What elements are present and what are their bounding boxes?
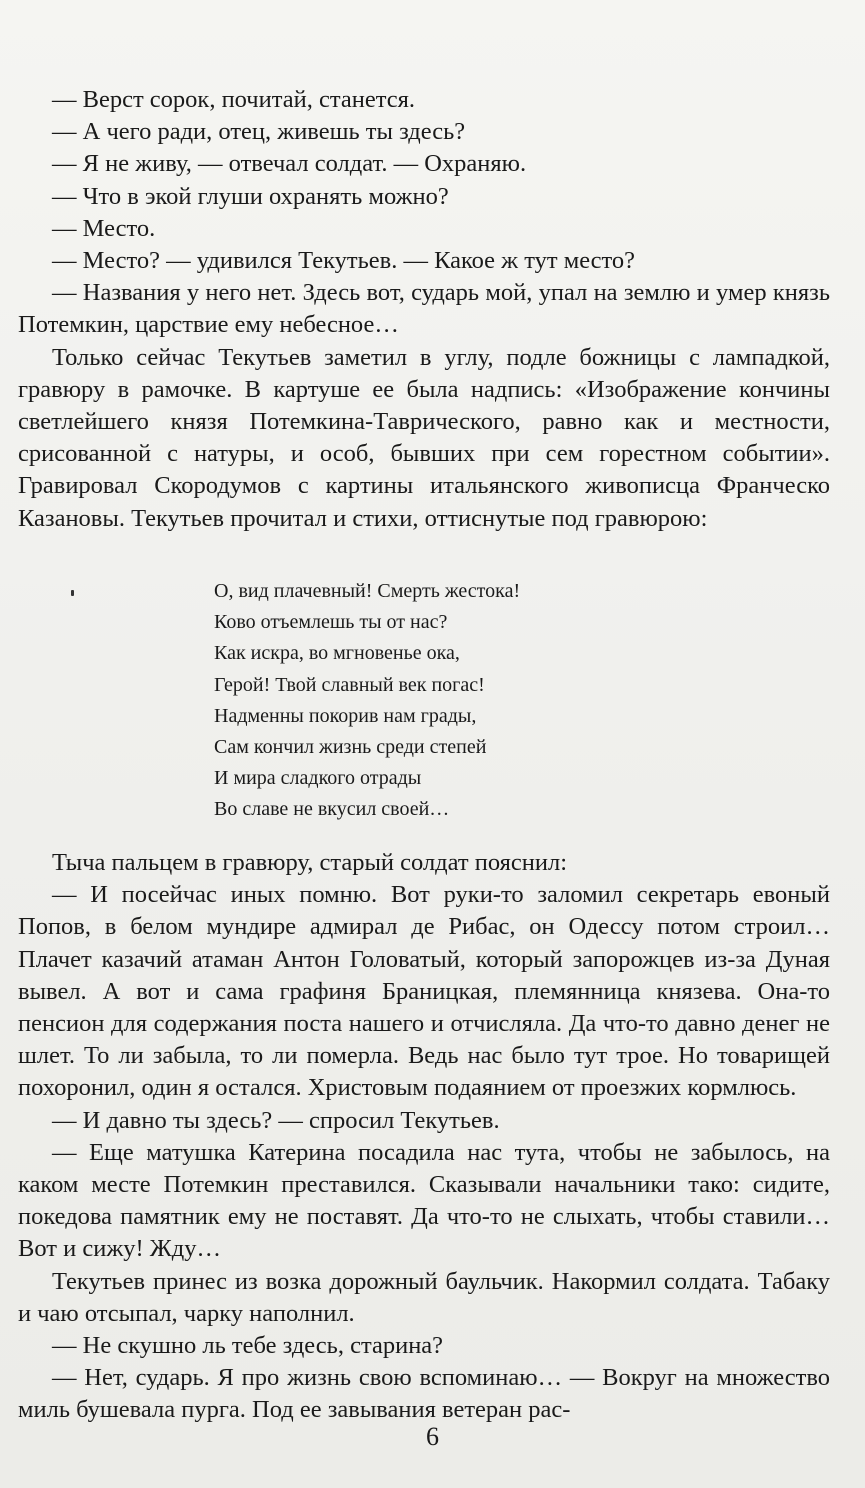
- verse-line: Сам кончил жизнь среди степей: [214, 736, 487, 759]
- verse-line: Как искра, во мгновенье ока,: [214, 642, 460, 665]
- paragraph: Текутьев принес из возка дорожный баульчик. Накормил солдата. Табаку и чаю отсыпал, чарку наполнил.: [18, 1267, 830, 1327]
- paragraph: — Нет, сударь. Я про жизнь свою вспоминаю… — Вокруг на множество миль бушевала пурга. Под ее завывания ветеран рас-: [18, 1364, 830, 1424]
- verse-line: И мира сладкого отрады: [214, 767, 422, 790]
- verse-line: О, вид плачевный! Смерть жестока!: [214, 580, 521, 602]
- paragraph: — Названия у него нет. Здесь вот, сударь мой, упал на землю и умер князь Потемкин, царствие ему небесное…: [18, 279, 830, 339]
- paragraph: Только сейчас Текутьев заметил в углу, подле божницы с лампадкой, гравюру в рамочке. В картуше ее была надпись: «Изображение кончины светлейшего князя Потемкина-Таврического, равно как и местности, срисованной с натуры, и особ, бывших при сем горестном событии». Гравировал Скородумов с картины итальянского живописца Франческо Казановы. Текутьев прочитал и стихи, оттиснутые под гравюрою:: [18, 343, 830, 532]
- page-number: 6: [426, 1422, 439, 1451]
- paragraph: — И давно ты здесь? — спросил Текутьев.: [52, 1106, 500, 1134]
- verse-line: Герой! Твой славный век погас!: [214, 673, 485, 696]
- paragraph: — Верст сорок, почитай, станется.: [52, 86, 415, 113]
- paragraph: — Еще матушка Катерина посадила нас тута, чтобы не забылось, на каком месте Потемкин преставился. Сказывали начальники тако: сидите, покедова памятник ему не поставят. Да что-то не слыхать, чтобы ставили… Вот и сижу! Жду…: [18, 1138, 830, 1263]
- paragraph: — Место.: [52, 214, 156, 242]
- prose-after-verse: [18, 847, 830, 1427]
- paragraph: — Я не живу, — отвечал солдат. — Охраняю.: [52, 150, 527, 178]
- paragraph: — Не скушно ль тебе здесь, старина?: [52, 1332, 444, 1360]
- verse-line: Надменны покорив нам грады,: [214, 704, 477, 727]
- paragraph: — А чего ради, отец, живешь ты здесь?: [52, 118, 466, 146]
- paragraph: — И посейчас иных помню. Вот руки-то заломил секретарь евоный Попов, в белом мундире адмирал де Рибас, он Одессу потом строил… Плачет казачий атаман Антон Головатый, который запорожцев из-за Дуная вывел. А вот и сама графиня Браницкая, племянница князева. Она-то пенсион для содержания поста нашего и отчисляла. Да что-то давно денег не шлет. То ли забыла, то ли померла. Ведь нас было тут трое. Но товарищей похоронил, один я остался. Христовым подаянием от проезжих кормлюсь.: [18, 881, 830, 1102]
- engraving-verse: [214, 576, 520, 826]
- prose-before-verse: [18, 84, 830, 535]
- paragraph: — Место? — удивился Текутьев. — Какое ж тут место?: [52, 247, 636, 275]
- print-speck: [71, 590, 74, 596]
- paragraph: — Что в экой глуши охранять можно?: [52, 182, 449, 210]
- verse-line: Ково отъемлешь ты от нас?: [214, 611, 448, 634]
- verse-line: Во славе не вкусил своей…: [214, 798, 450, 821]
- paragraph: Тыча пальцем в гравюру, старый солдат пояснил:: [52, 849, 568, 876]
